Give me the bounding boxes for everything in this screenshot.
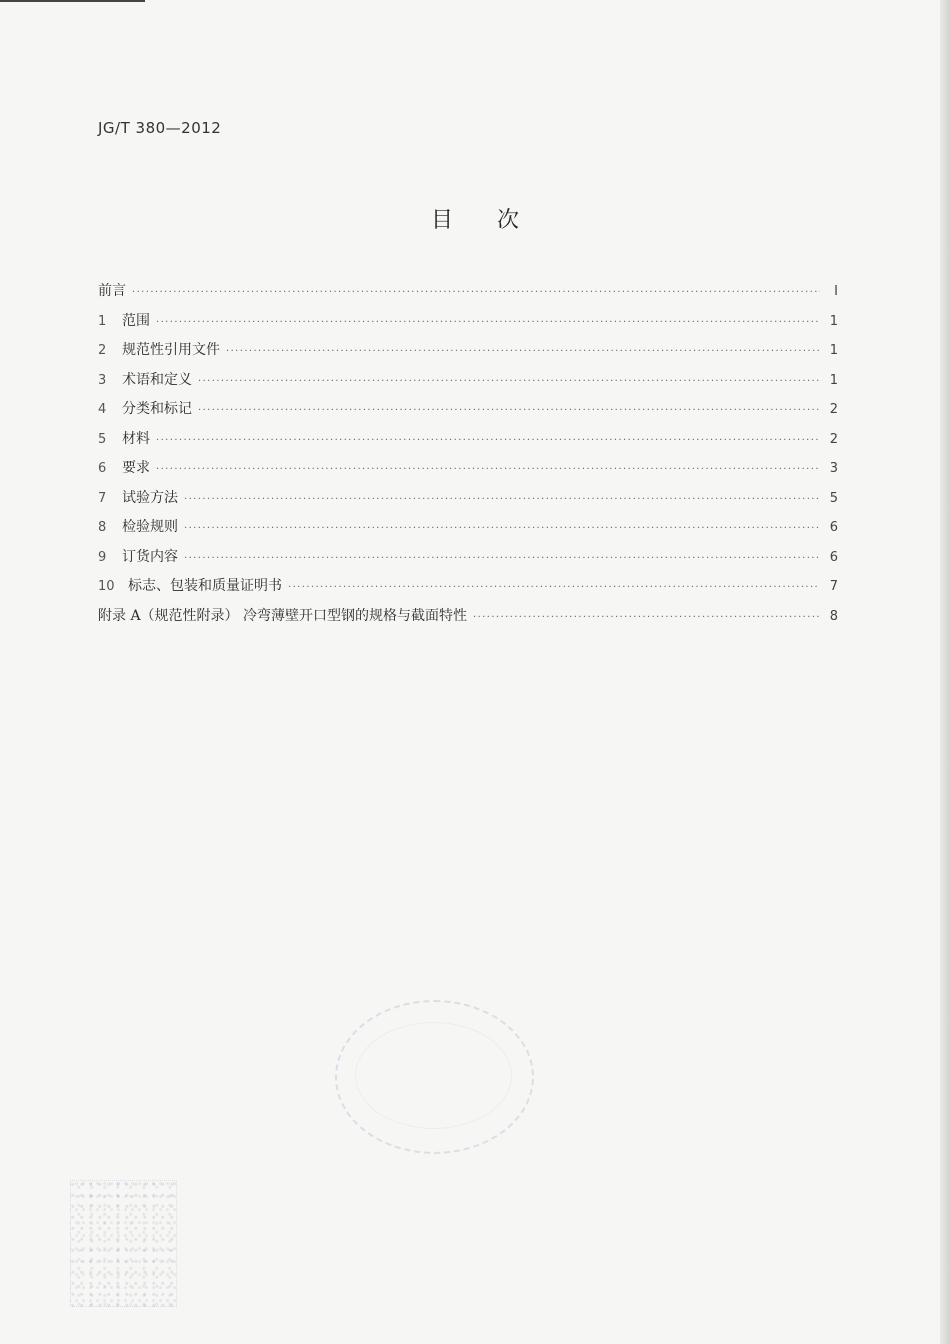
toc-entry-9 [98,546,838,576]
toc-leader-dots [198,405,820,416]
toc-entry-label: 附录 A（规范性附录） 冷弯薄壁开口型钢的规格与截面特性 [98,607,468,624]
toc-entry-appendix-a [98,605,838,635]
toc-entry-5 [98,428,838,458]
toc-entry-number: 6 [98,461,107,476]
toc-entry-number: 1 [98,313,107,329]
toc-entry-6 [98,457,838,487]
toc-leader-dots [473,612,820,623]
toc-entry-label: 材料 [122,430,150,447]
toc-entry-page: 5 [829,490,838,506]
toc-leader-dots [156,435,820,446]
table-of-contents [98,280,838,634]
toc-entry-label: 分类和标记 [122,401,192,417]
toc-leader-dots [132,287,820,298]
faded-seal-stamp [335,1000,534,1154]
toc-title-char-1: 目 [430,208,453,233]
toc-entry-label: 前言 [98,283,126,299]
toc-entry-number: 5 [98,431,107,447]
toc-entry-10 [98,575,838,605]
toc-entry-4 [98,398,838,428]
toc-entry-page: 2 [829,402,838,417]
toc-entry-page: Ⅰ [834,284,838,299]
toc-entry-page: 8 [829,608,838,624]
toc-leader-dots [184,553,820,564]
toc-title-char-2: 次 [497,208,520,233]
toc-entry-page: 1 [829,313,838,329]
toc-entry-label: 规范性引用文件 [122,342,220,358]
toc-leader-dots [156,464,820,475]
scan-edge-line [0,0,145,2]
toc-leader-dots [226,346,820,357]
toc-entry-number: 9 [98,549,107,565]
toc-leader-dots [288,582,820,593]
toc-entry-label: 试验方法 [122,489,178,506]
toc-entry-page: 6 [829,549,838,565]
toc-title [0,203,950,234]
toc-entry-label: 检验规则 [122,519,178,535]
toc-entry-2 [98,339,838,369]
toc-entry-label: 术语和定义 [122,371,192,388]
toc-entry-page: 2 [829,431,838,447]
toc-entry-label: 订货内容 [122,548,178,565]
toc-entry-number: 3 [98,372,107,388]
toc-entry-page: 1 [829,343,838,358]
toc-entry-number: 7 [98,490,107,506]
toc-leader-dots [156,317,820,328]
toc-entry-page: 1 [829,372,838,388]
toc-entry-number: 2 [98,343,107,358]
toc-entry-number: 10 [98,579,115,594]
faded-stamp-mark [70,1180,177,1307]
toc-leader-dots [184,523,820,534]
toc-entry-label: 要求 [122,460,150,476]
toc-leader-dots [198,376,820,387]
toc-entry-1 [98,310,838,340]
toc-entry-number: 4 [98,402,107,417]
toc-entry-preface [98,280,838,310]
toc-entry-7 [98,487,838,517]
toc-entry-3 [98,369,838,399]
toc-entry-number: 8 [98,520,107,535]
toc-entry-8 [98,516,838,546]
toc-entry-page: 7 [829,579,838,594]
toc-entry-page: 6 [829,520,838,535]
toc-leader-dots [184,494,820,505]
toc-entry-page: 3 [829,461,838,476]
toc-entry-label: 标志、包装和质量证明书 [128,578,282,594]
toc-entry-label: 范围 [122,312,150,329]
standard-code: JG/T 380—2012 [98,119,222,137]
scan-edge-shadow [940,0,950,1344]
